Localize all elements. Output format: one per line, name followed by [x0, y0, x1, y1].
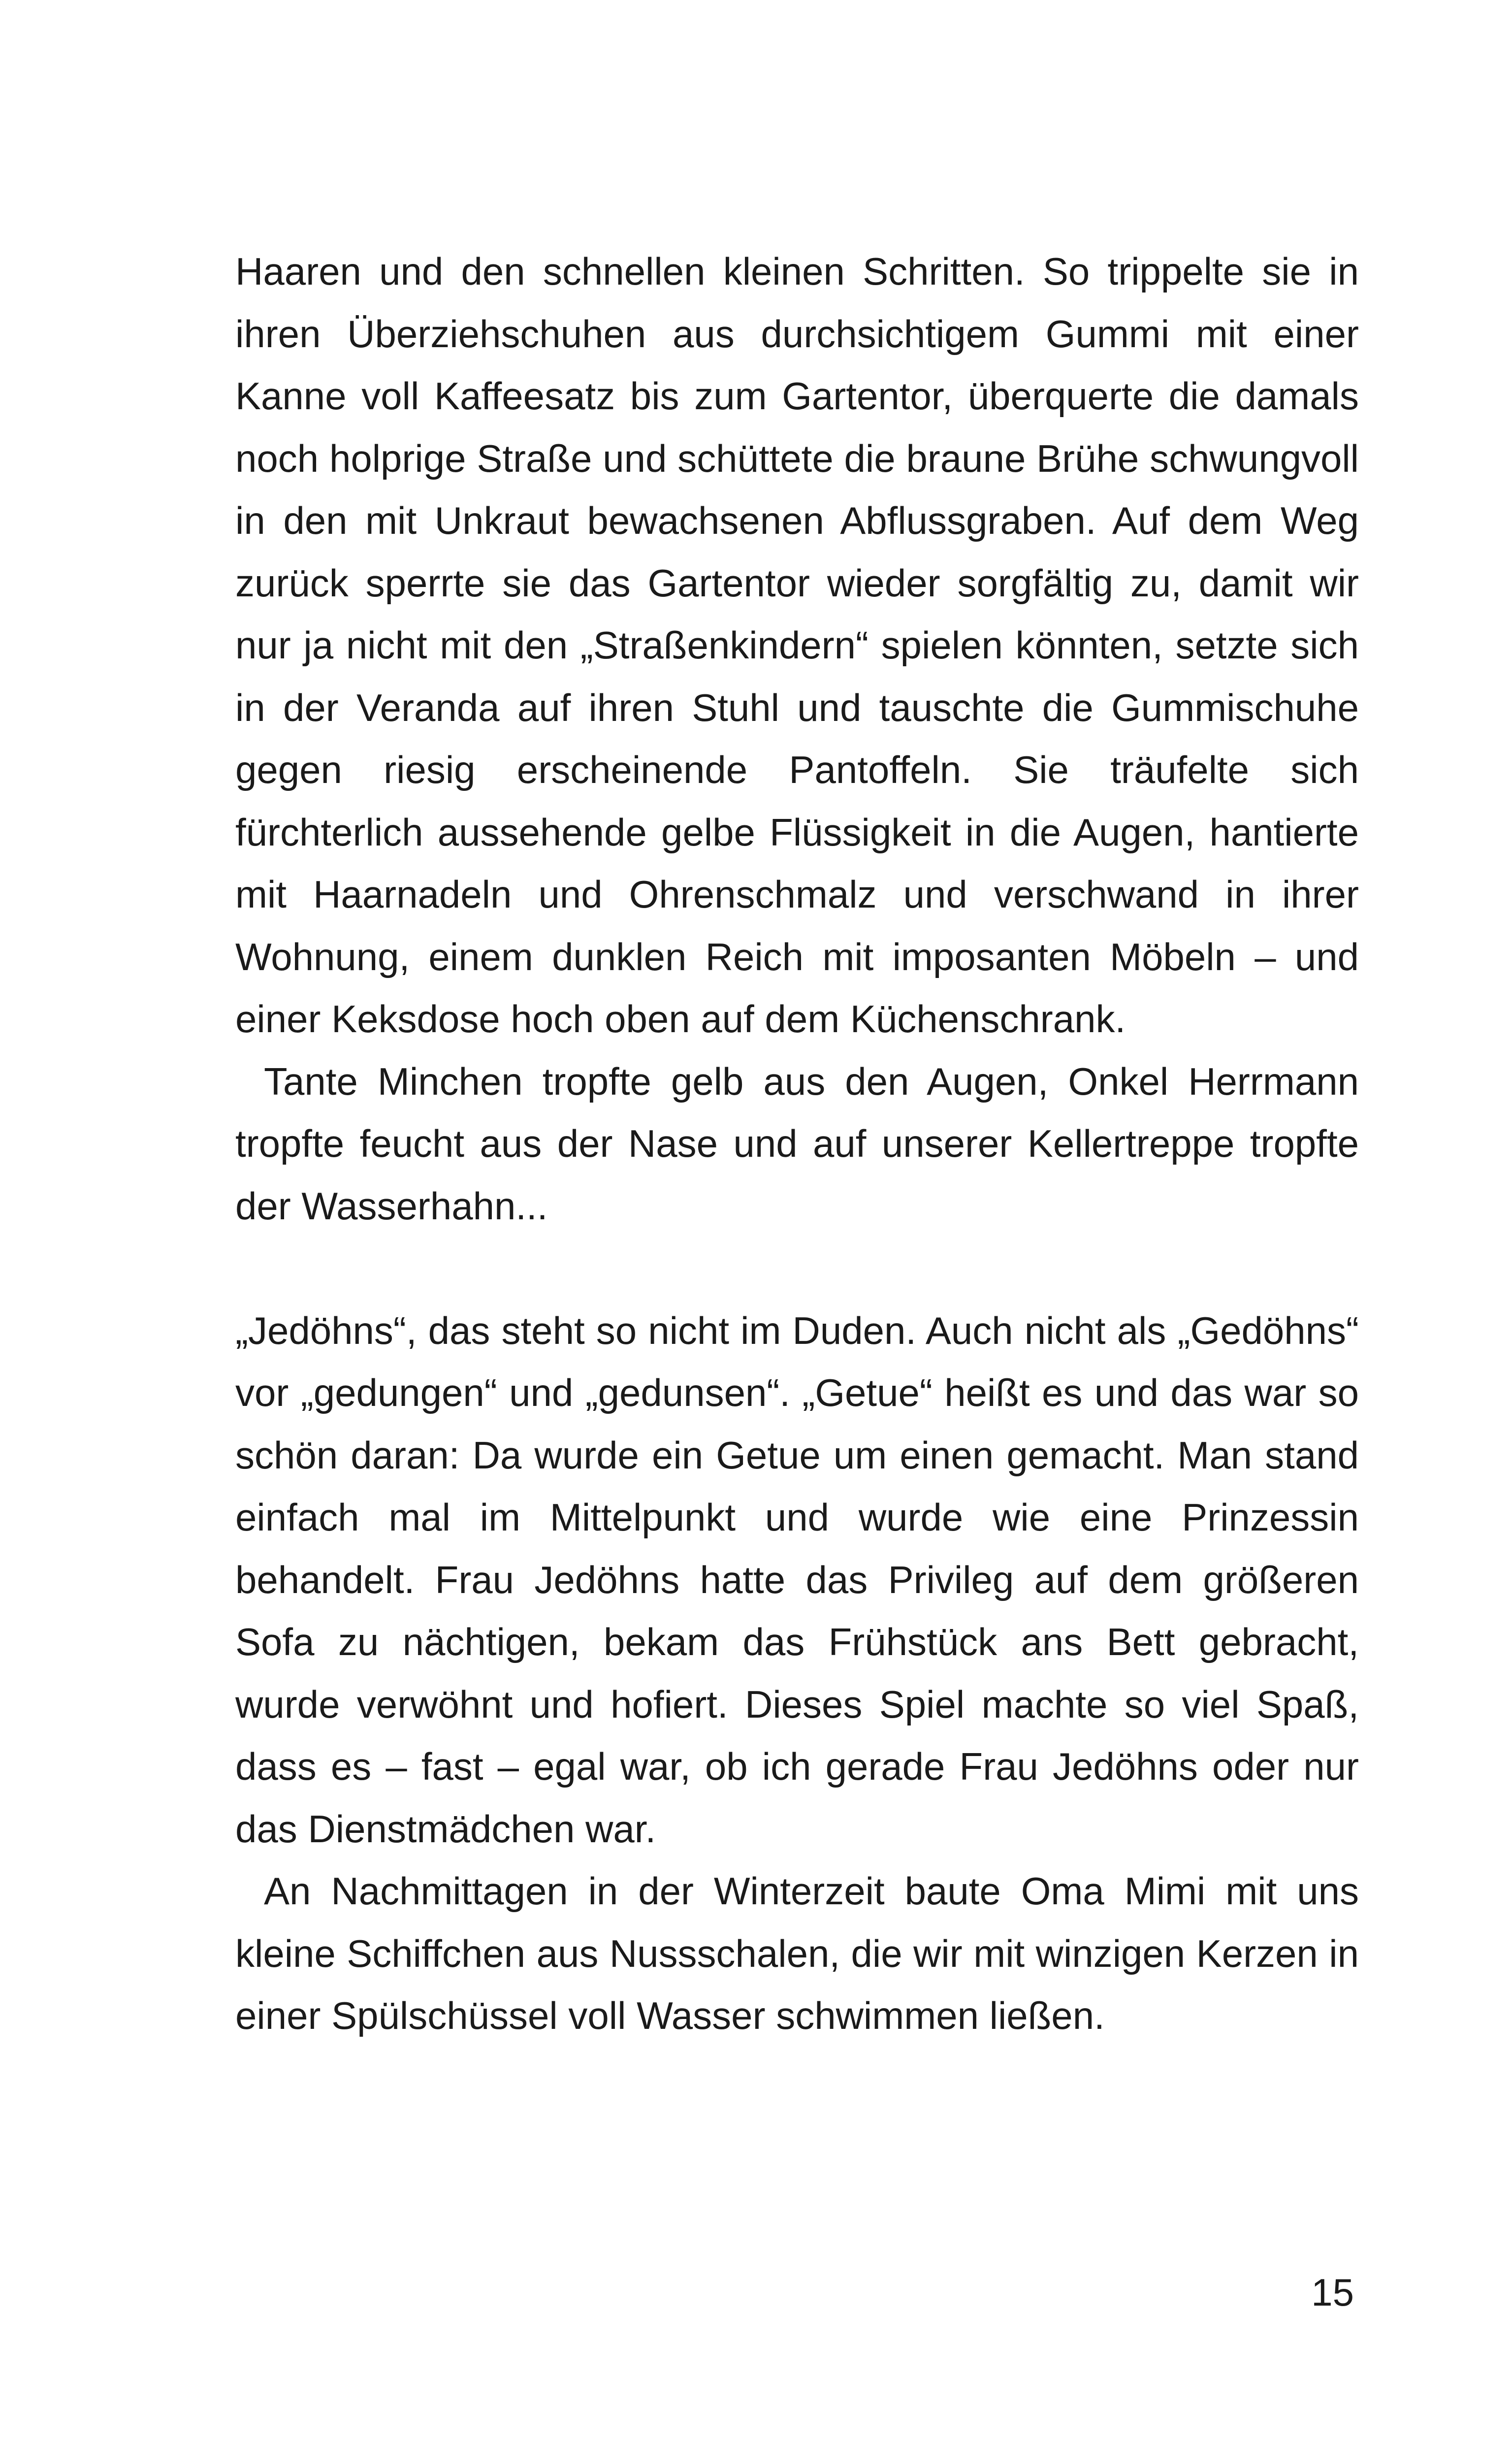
body-text: [235, 240, 1359, 2047]
paragraph-dripping: Tante Minchen tropfte gelb aus den Augen, Onkel Herrmann tropfte feucht aus der Nase und auf unserer Kellertreppe tropfte der Wasserhahn...: [235, 1059, 1359, 1228]
paragraph-continuation: Haaren und den schnellen kleinen Schritten. So trippelte sie in ihren Überziehschuhen aus durchsichtigem Gummi mit einer Kanne voll Kaffeesatz bis zum Gartentor, überquerte die damals noch holprige Straße und schüttete die braune Brühe schwungvoll in den mit Unkraut bewachsenen Abflussgraben. Auf dem Weg zurück sperrte sie das Gartentor wieder sorgfältig zu, damit wir nur ja nicht mit den „Straßenkindern“ spielen könnten, setzte sich in der Veranda auf ihren Stuhl und tauschte die Gummischuhe gegen riesig erscheinende Pantoffeln. Sie träufelte sich fürchterlich aussehende gelbe Flüssigkeit in die Augen, hantierte mit Haarnadeln und Ohrenschmalz und verschwand in ihrer Wohnung, einem dunklen Reich mit imposanten Möbeln – und einer Keksdose hoch oben auf dem Küchenschrank.: [235, 250, 1359, 1041]
page-number: 15: [1311, 2271, 1354, 2314]
paragraph-jedoehns: „Jedöhns“, das steht so nicht im Duden. Auch nicht als „Gedöhns“ vor „gedungen“ und „gedunsen“. „Getue“ heißt es und das war so schön daran: Da wurde ein Getue um einen gemacht. Man stand einfach mal im Mittelpunkt und wurde wie eine Prinzessin behandelt. Frau Jedöhns hatte das Privileg auf dem größeren Sofa zu nächtigen, bekam das Frühstück ans Bett gebracht, wurde verwöhnt und hofiert. Dieses Spiel machte so viel Spaß, dass es – fast – egal war, ob ich gerade Frau Jedöhns oder nur das Dienstmädchen war.: [235, 1308, 1359, 1851]
section-break: [235, 1237, 1359, 1300]
paragraph-nutshell-boats: An Nachmittagen in der Winterzeit baute Oma Mimi mit uns kleine Schiffchen aus Nussschalen, die wir mit winzigen Kerzen in einer Spülschüssel voll Wasser schwimmen ließen.: [235, 1869, 1359, 2037]
